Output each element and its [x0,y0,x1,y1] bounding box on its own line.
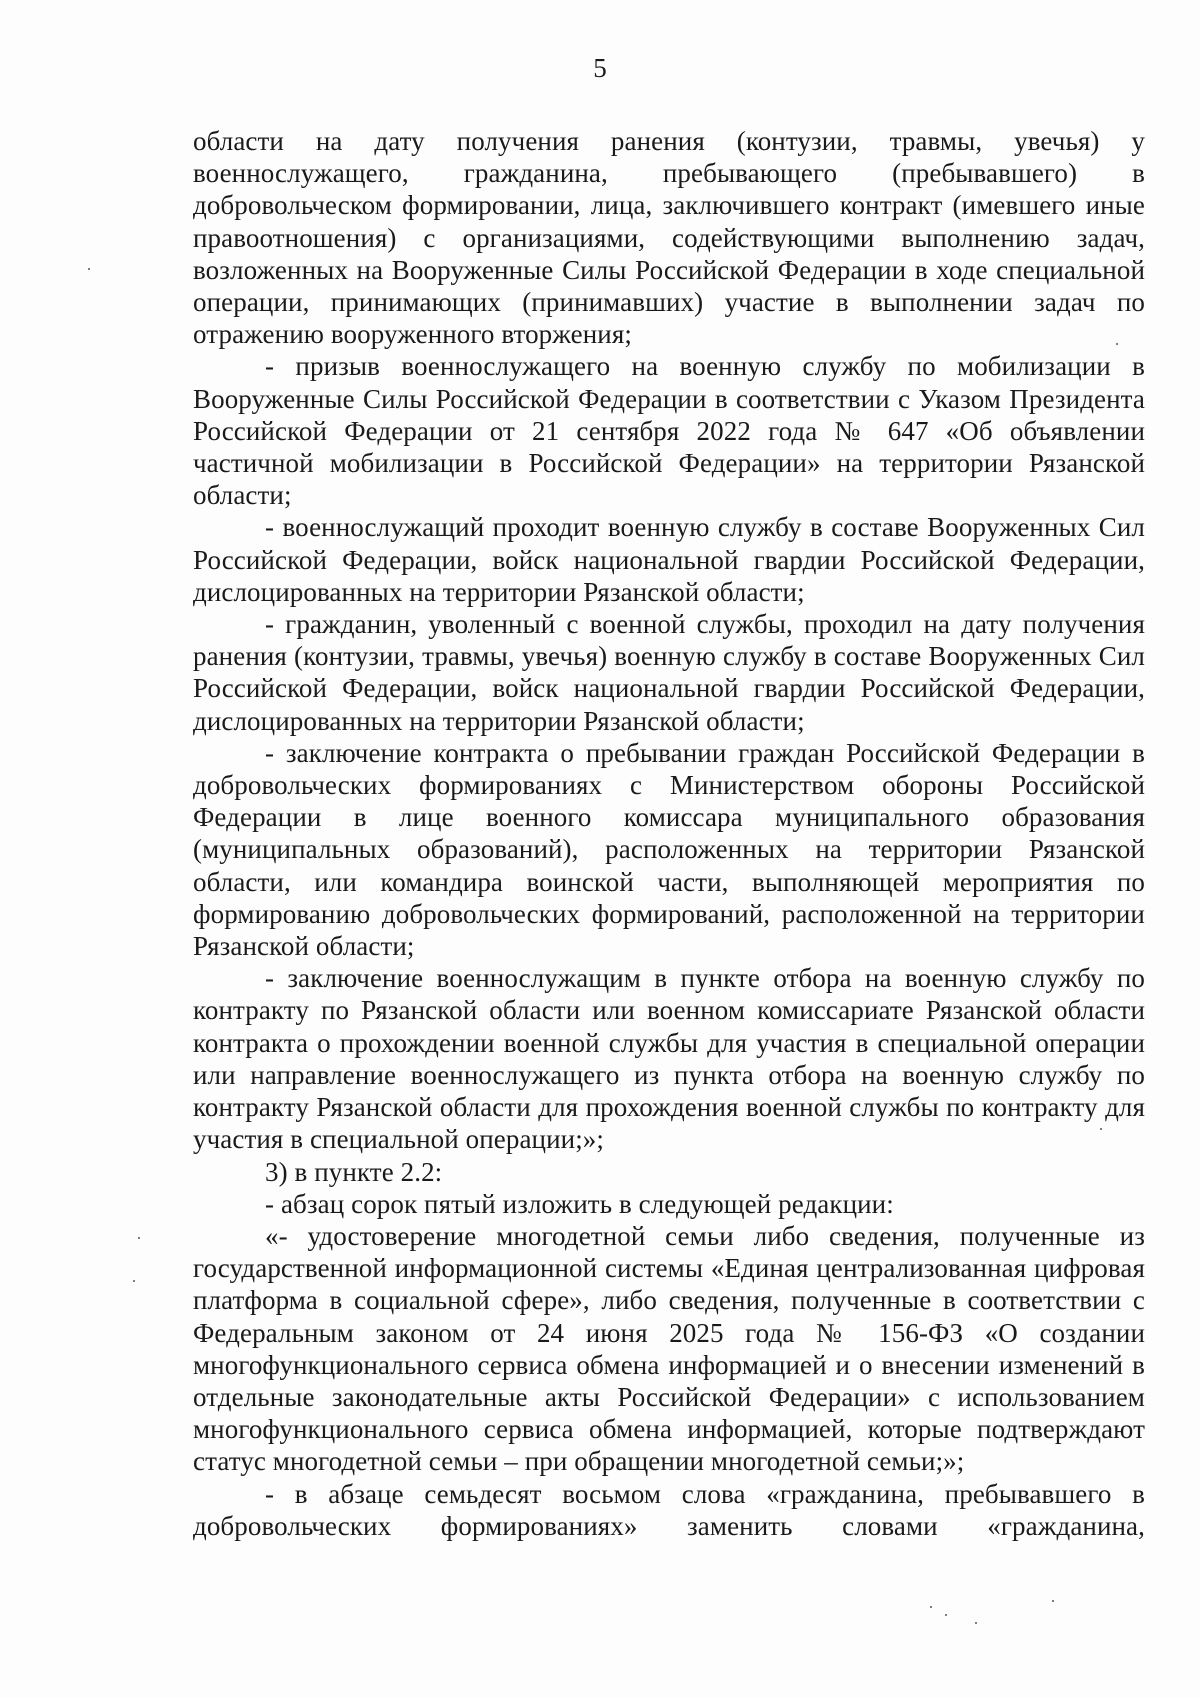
scan-speck [138,1237,140,1239]
paragraph-mobilization: - призыв военнослужащего на военную службу по мобилизации в Вооруженные Силы Российской Федерации в соответствии с Указом Президента Российской Федерации от 21 сентября 2022 года № 647 «Об объявлении частичной мобилизации в Российской Федерации» на территории Рязанской области; [193,351,1145,511]
paragraph-serviceman: - военнослужащий проходит военную службу в составе Вооруженных Сил Российской Федерации, войск национальной гвардии Российской Федерации, дислоцированных на территории Рязанской области; [193,512,1145,607]
scan-speck [133,1280,135,1282]
scan-speck [1116,343,1118,345]
paragraph-large-family-certificate: «- удостоверение многодетной семьи либо сведения, полученные из государственной информационной системы «Единая централизованная цифровая платформа в социальной сфере», либо сведения, полученные в соответствии с Федеральным законом от 24 июня 2025 года № 156-ФЗ «О создании многофункционального сервиса обмена информацией и о внесении изменений в отдельные законодательные акты Российской Федерации» с использованием многофункционального сервиса обмена информацией, которые подтверждают статус многодетной семьи – при обращении многодетной семьи;»; [193,1220,1145,1477]
paragraph-abzac-78: - в абзаце семьдесят восьмом слова «гражданина, пребывавшего в добровольческих формированиях» заменить словами «гражданина, [193,1478,1145,1541]
paragraph-discharged-citizen: - гражданин, уволенный с военной службы, проходил на дату получения ранения (контузии, травмы, увечья) военную службу в составе Вооруженных Сил Российской Федерации, войск национальной гвардии Российской Федерации, дислоцированных на территории Рязанской области; [193,609,1145,736]
document-body [193,125,1145,1542]
scan-speck [975,1622,977,1624]
scan-speck [1100,1128,1102,1130]
scan-speck [930,1606,932,1608]
paragraph-continuation: области на дату получения ранения (контузии, травмы, увечья) у военнослужащего, гражданина, пребывающего (пребывавшего) в добровольческом формировании, лица, заключившего контракт (имевшего иные правоотношения) с организациями, содействующими выполнению задач, возложенных на Вооруженные Силы Российской Федерации в ходе специальной операции, принимающих (принимавших) участие в выполнении задач по отражению вооруженного вторжения; [193,126,1145,350]
paragraph-selection-point: - заключение военнослужащим в пункте отбора на военную службу по контракту по Рязанской области или военном комиссариате Рязанской области контракта о прохождении военной службы для участия в специальной операции или направление военнослужащего из пункта отбора на военную службу по контракту Рязанской области для прохождения военной службы по контракту для участия в специальной операции;»; [193,963,1145,1155]
scan-speck [88,268,90,270]
scan-speck [1052,1600,1054,1602]
paragraph-item-3: 3) в пункте 2.2: [265,1156,443,1187]
paragraph-abzac-45: - абзац сорок пятый изложить в следующей редакции: [265,1188,894,1219]
page-number: 5 [593,53,607,83]
paragraph-volunteer-contract: - заключение контракта о пребывании граждан Российской Федерации в добровольческих формированиях с Министерством обороны Российской Федерации в лице военного комиссара муниципального образования (муниципальных образований), расположенных на территории Рязанской области, или командира воинской части, выполняющей мероприятия по формированию добровольческих формирований, расположенной на территории Рязанской области; [193,737,1145,962]
scan-speck [945,1614,947,1616]
